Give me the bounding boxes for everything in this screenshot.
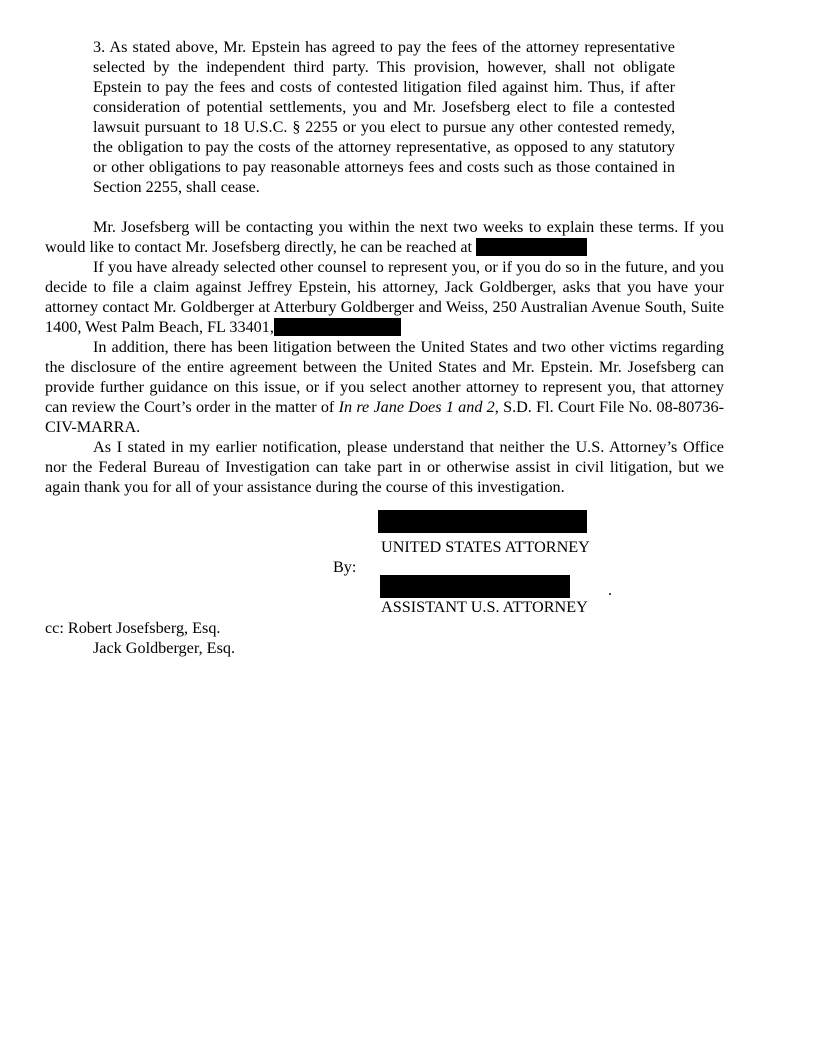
cc-line-2: Jack Goldberger, Esq. [93, 639, 236, 657]
signature-title-ausa: ASSISTANT U.S. ATTORNEY [381, 598, 588, 616]
paragraph-contact [45, 217, 724, 257]
court-file-number: , S.D. Fl. Court File No. 08-80736-CIV-MARRA. [45, 398, 724, 436]
numbered-paragraph-3: 3. As stated above, Mr. Epstein has agreed to pay the fees of the attorney representative selected by the independent third party. This provision, however, shall not obligate Epstein to pay the fees and costs of contested litigation filed against him. Thus, if after consideration of potential settlements, you and Mr. Josefsberg elect to file a contested lawsuit pursuant to 18 U.S.C. § 2255 or you elect to pursue any other contested remedy, the obligation to pay the costs of the attorney representative, as opposed to any statutory or other obligations to pay reasonable attorneys fees and costs such as those contained in Section 2255, shall cease. [93, 38, 675, 196]
signature-title-us-attorney: UNITED STATES ATTORNEY [381, 538, 590, 556]
redaction-phone [476, 238, 587, 256]
paragraph-contact-text: Mr. Josefsberg will be contacting you within the next two weeks to explain these terms. If you would like to contact Mr. Josefsberg directly, he can be reached at [45, 218, 724, 256]
cc-line-1: cc: Robert Josefsberg, Esq. [45, 619, 221, 637]
redaction-counsel-phone [274, 318, 401, 336]
paragraph-counsel [45, 257, 724, 337]
paragraph-counsel-text: If you have already selected other counsel to represent you, or if you do so in the future, and you decide to file a claim against Jeffrey Epstein, his attorney, Jack Goldberger, asks that you have your attorney contact Mr. Goldberger at Atterbury Goldberger and Weiss, 250 Australian Avenue South, Suite 1400, West Palm Beach, FL 33401, [45, 258, 724, 336]
signature-trailing-mark: . [608, 581, 613, 599]
paragraph-closing: As I stated in my earlier notification, please understand that neither the U.S. Attorney’s Office nor the Federal Bureau of Investigation can take part in or otherwise assist in civil litigation, but we again thank you for all of your assistance during the course of this investigation. [45, 438, 724, 496]
case-name: In re Jane Does 1 and 2 [338, 398, 495, 416]
paragraph-litigation-text: In addition, there has been litigation between the United States and two other victims regarding the disclosure of the entire agreement between the United States and Mr. Epstein. Mr. Josefsberg can provide further guidance on this issue, or if you select another attorney to represent you, that attorney can review the Court’s order in the matter of [45, 338, 724, 416]
signature-by-label: By: [333, 558, 357, 576]
redaction-us-attorney-name [378, 510, 587, 533]
paragraph-litigation [45, 337, 724, 437]
redaction-ausa-name [380, 575, 570, 598]
